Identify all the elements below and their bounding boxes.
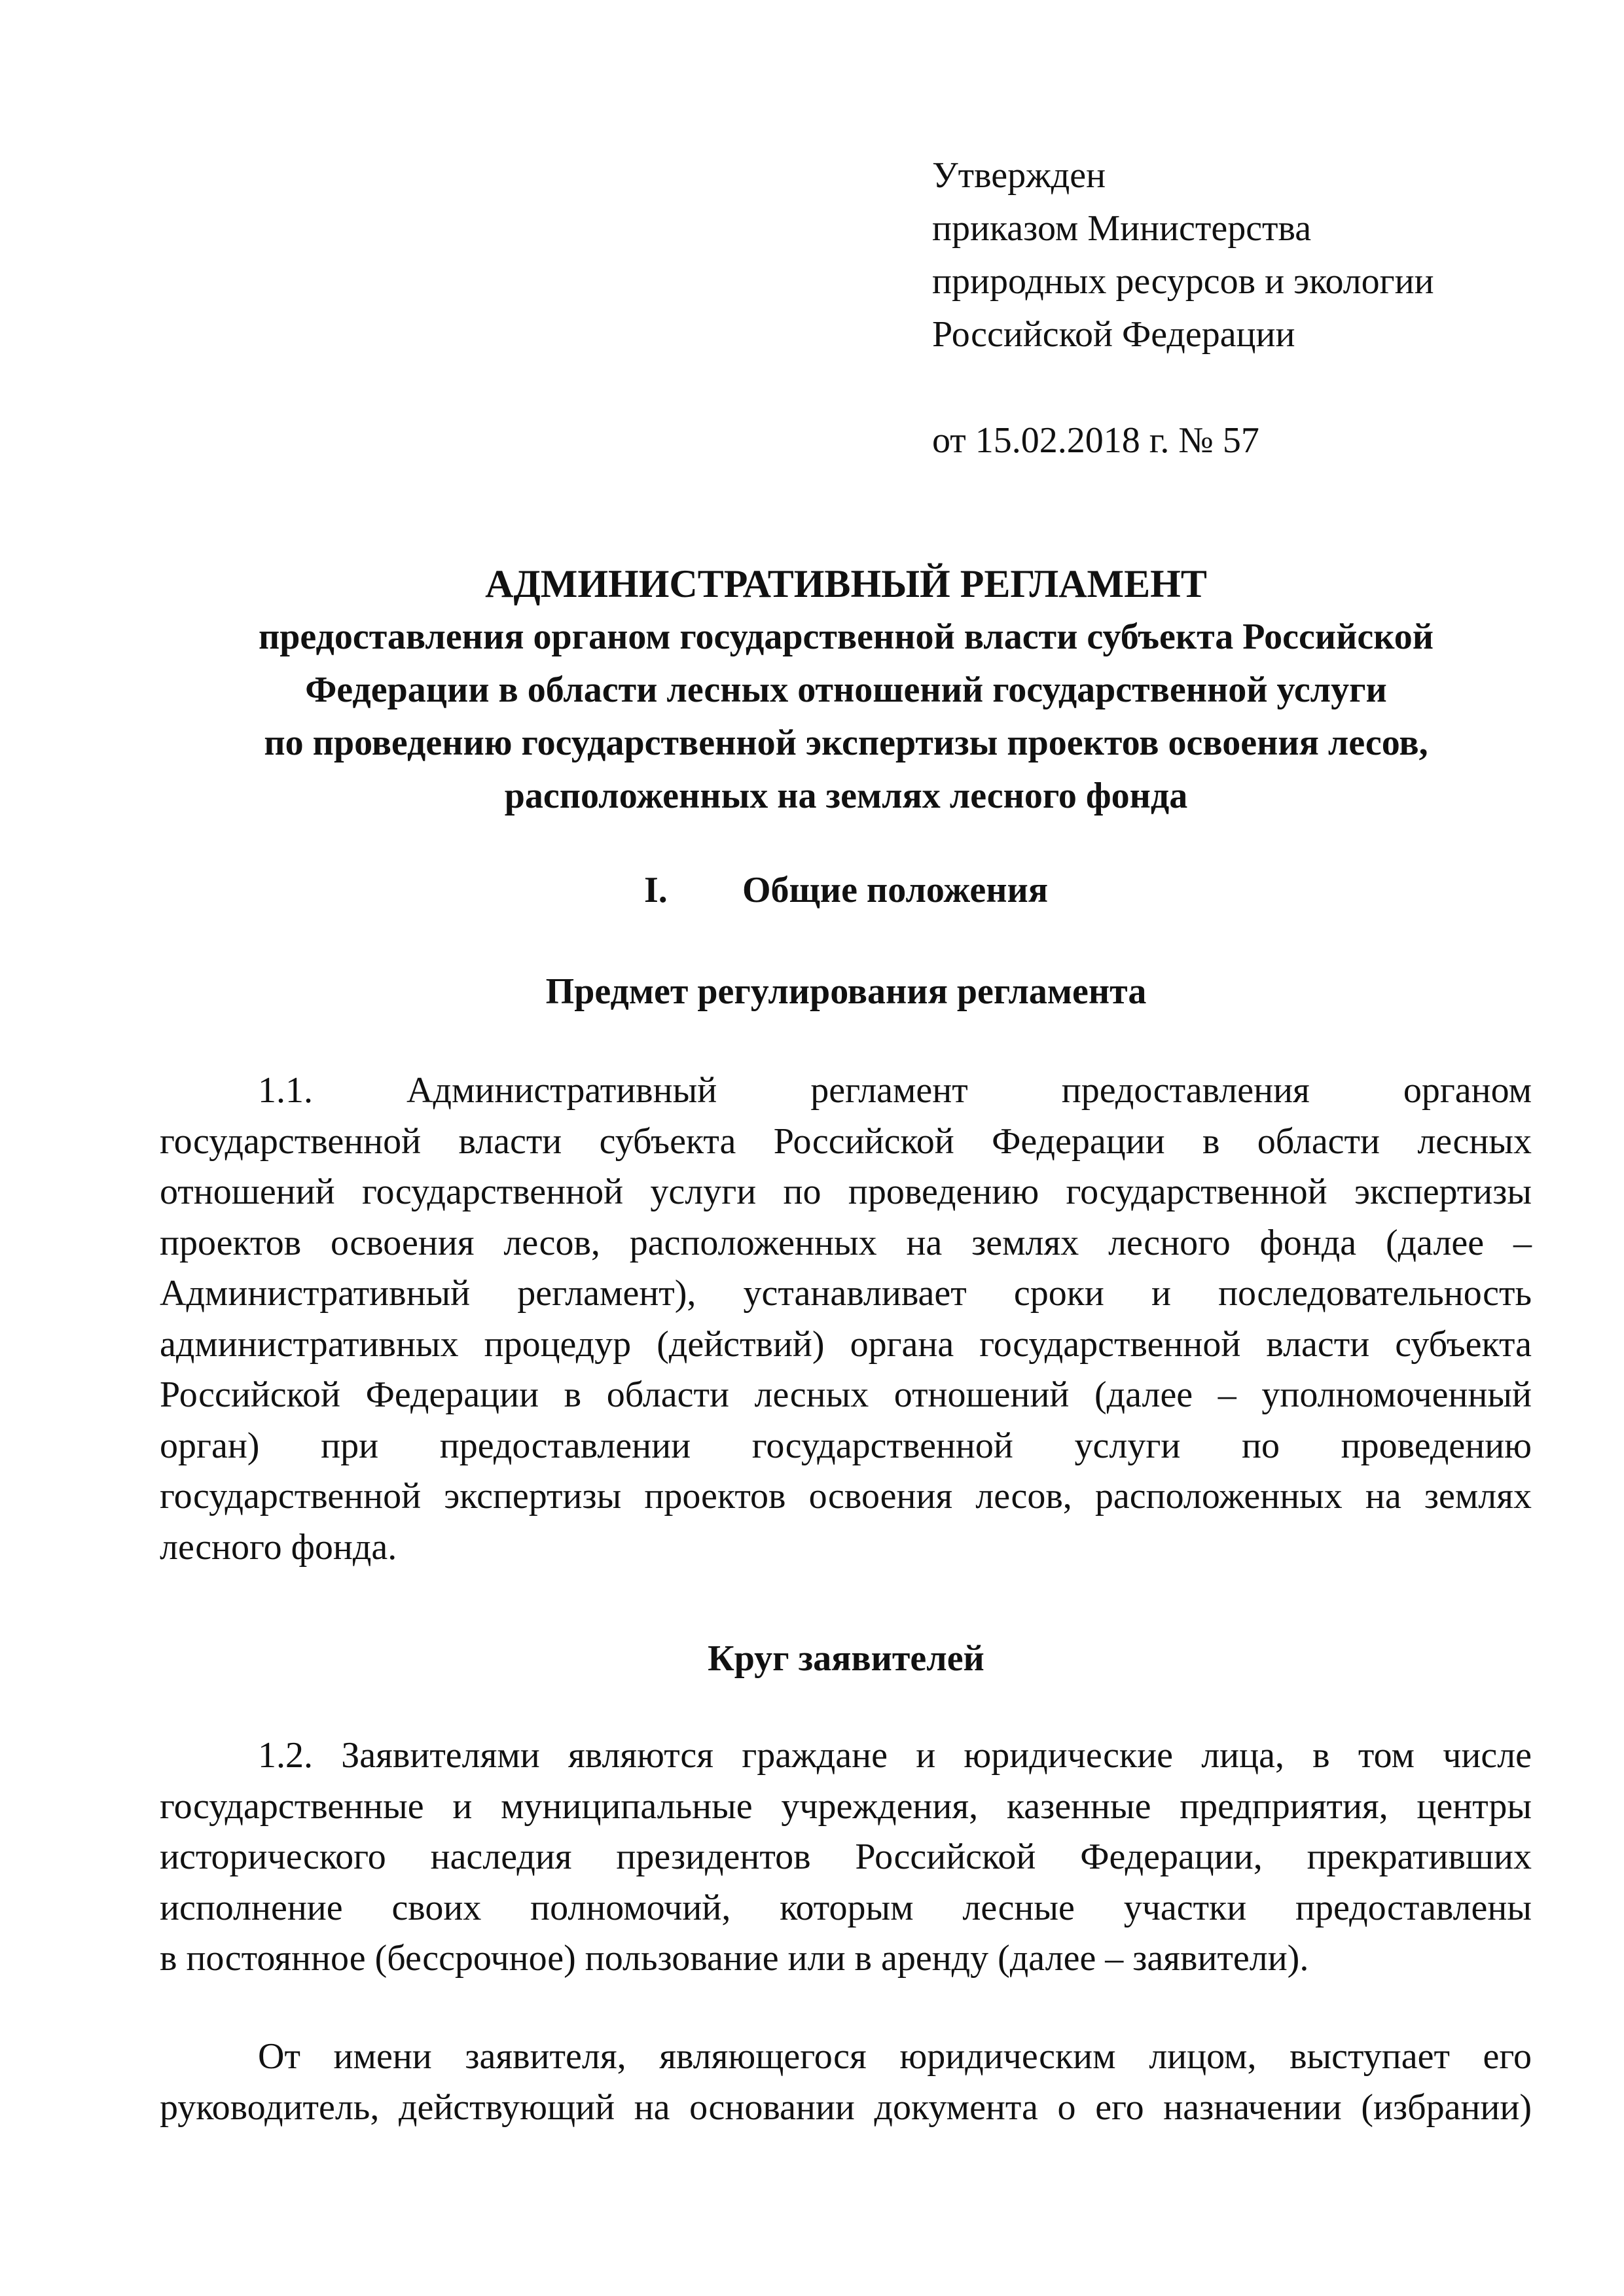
document-title-line: предоставления органом государственной власти субъекта Российской xyxy=(259,617,1434,657)
paragraph-1-2 xyxy=(160,1731,1532,1984)
approval-stamp xyxy=(932,149,1561,467)
paragraph-line: исторического наследия президентов Российской Федерации, прекративших xyxy=(160,1837,1532,1877)
paragraph-line: орган) при предоставлении государственной услуги по проведению xyxy=(160,1425,1532,1466)
document-title-main: АДМИНИСТРАТИВНЫЙ РЕГЛАМЕНТ xyxy=(485,562,1207,605)
approval-line: природных ресурсов и экологии xyxy=(932,261,1434,302)
paragraph-line: Административный регламент), устанавливает сроки и последовательность xyxy=(160,1273,1532,1314)
subsection-heading: Предмет регулирования регламента xyxy=(545,971,1147,1012)
paragraph-continuation xyxy=(160,2032,1532,2133)
paragraph-line: отношений государственной услуги по проведению государственной экспертизы xyxy=(160,1172,1532,1212)
paragraph-line: От имени заявителя, являющегося юридическим лицом, выступает его xyxy=(258,2036,1532,2077)
paragraph-line: лесного фонда. xyxy=(160,1526,397,1568)
approval-line: Утвержден xyxy=(932,155,1106,196)
subsection-heading: Круг заявителей xyxy=(708,1638,984,1679)
paragraph-line: государственные и муниципальные учреждения, казенные предприятия, центры xyxy=(160,1785,1532,1827)
section-number: I. xyxy=(643,870,668,910)
approval-line: приказом Министерства xyxy=(932,208,1312,249)
document-title xyxy=(164,558,1528,823)
paragraph-line: административных процедур (действий) органа государственной власти субъекта xyxy=(160,1323,1532,1365)
section-title: Общие положения xyxy=(742,870,1049,910)
document-title-line: расположенных на землях лесного фонда xyxy=(504,776,1188,816)
document-title-line: по проведению государственной экспертизы проектов освоения лесов, xyxy=(264,723,1428,763)
paragraph-line: руководитель, действующий на основании документа о его назначении (избрании) xyxy=(160,2087,1532,2128)
paragraph-1-1 xyxy=(160,1066,1532,1573)
paragraph-line: исполнение своих полномочий, которым лесные участки предоставлены xyxy=(160,1887,1532,1928)
section-heading xyxy=(164,864,1528,917)
paragraph-line: Российской Федерации в области лесных отношений (далее – уполномоченный xyxy=(160,1374,1532,1415)
paragraph-line: 1.2. Заявителями являются граждане и юридические лица, в том числе xyxy=(258,1735,1532,1776)
approval-date: от 15.02.2018 г. № 57 xyxy=(932,420,1259,461)
paragraph-line: государственной экспертизы проектов освоения лесов, расположенных на землях xyxy=(160,1476,1532,1516)
paragraph-line: в постоянное (бессрочное) пользование или в аренду (далее – заявители). xyxy=(160,1938,1309,1979)
document-title-line: Федерации в области лесных отношений государственной услуги xyxy=(305,670,1387,710)
paragraph-line: государственной власти субъекта Российской Федерации в области лесных xyxy=(160,1121,1532,1162)
paragraph-line: проектов освоения лесов, расположенных на землях лесного фонда (далее – xyxy=(160,1222,1532,1263)
paragraph-line: 1.1. Административный регламент предоставления органом xyxy=(258,1070,1532,1111)
approval-line: Российской Федерации xyxy=(932,314,1295,355)
